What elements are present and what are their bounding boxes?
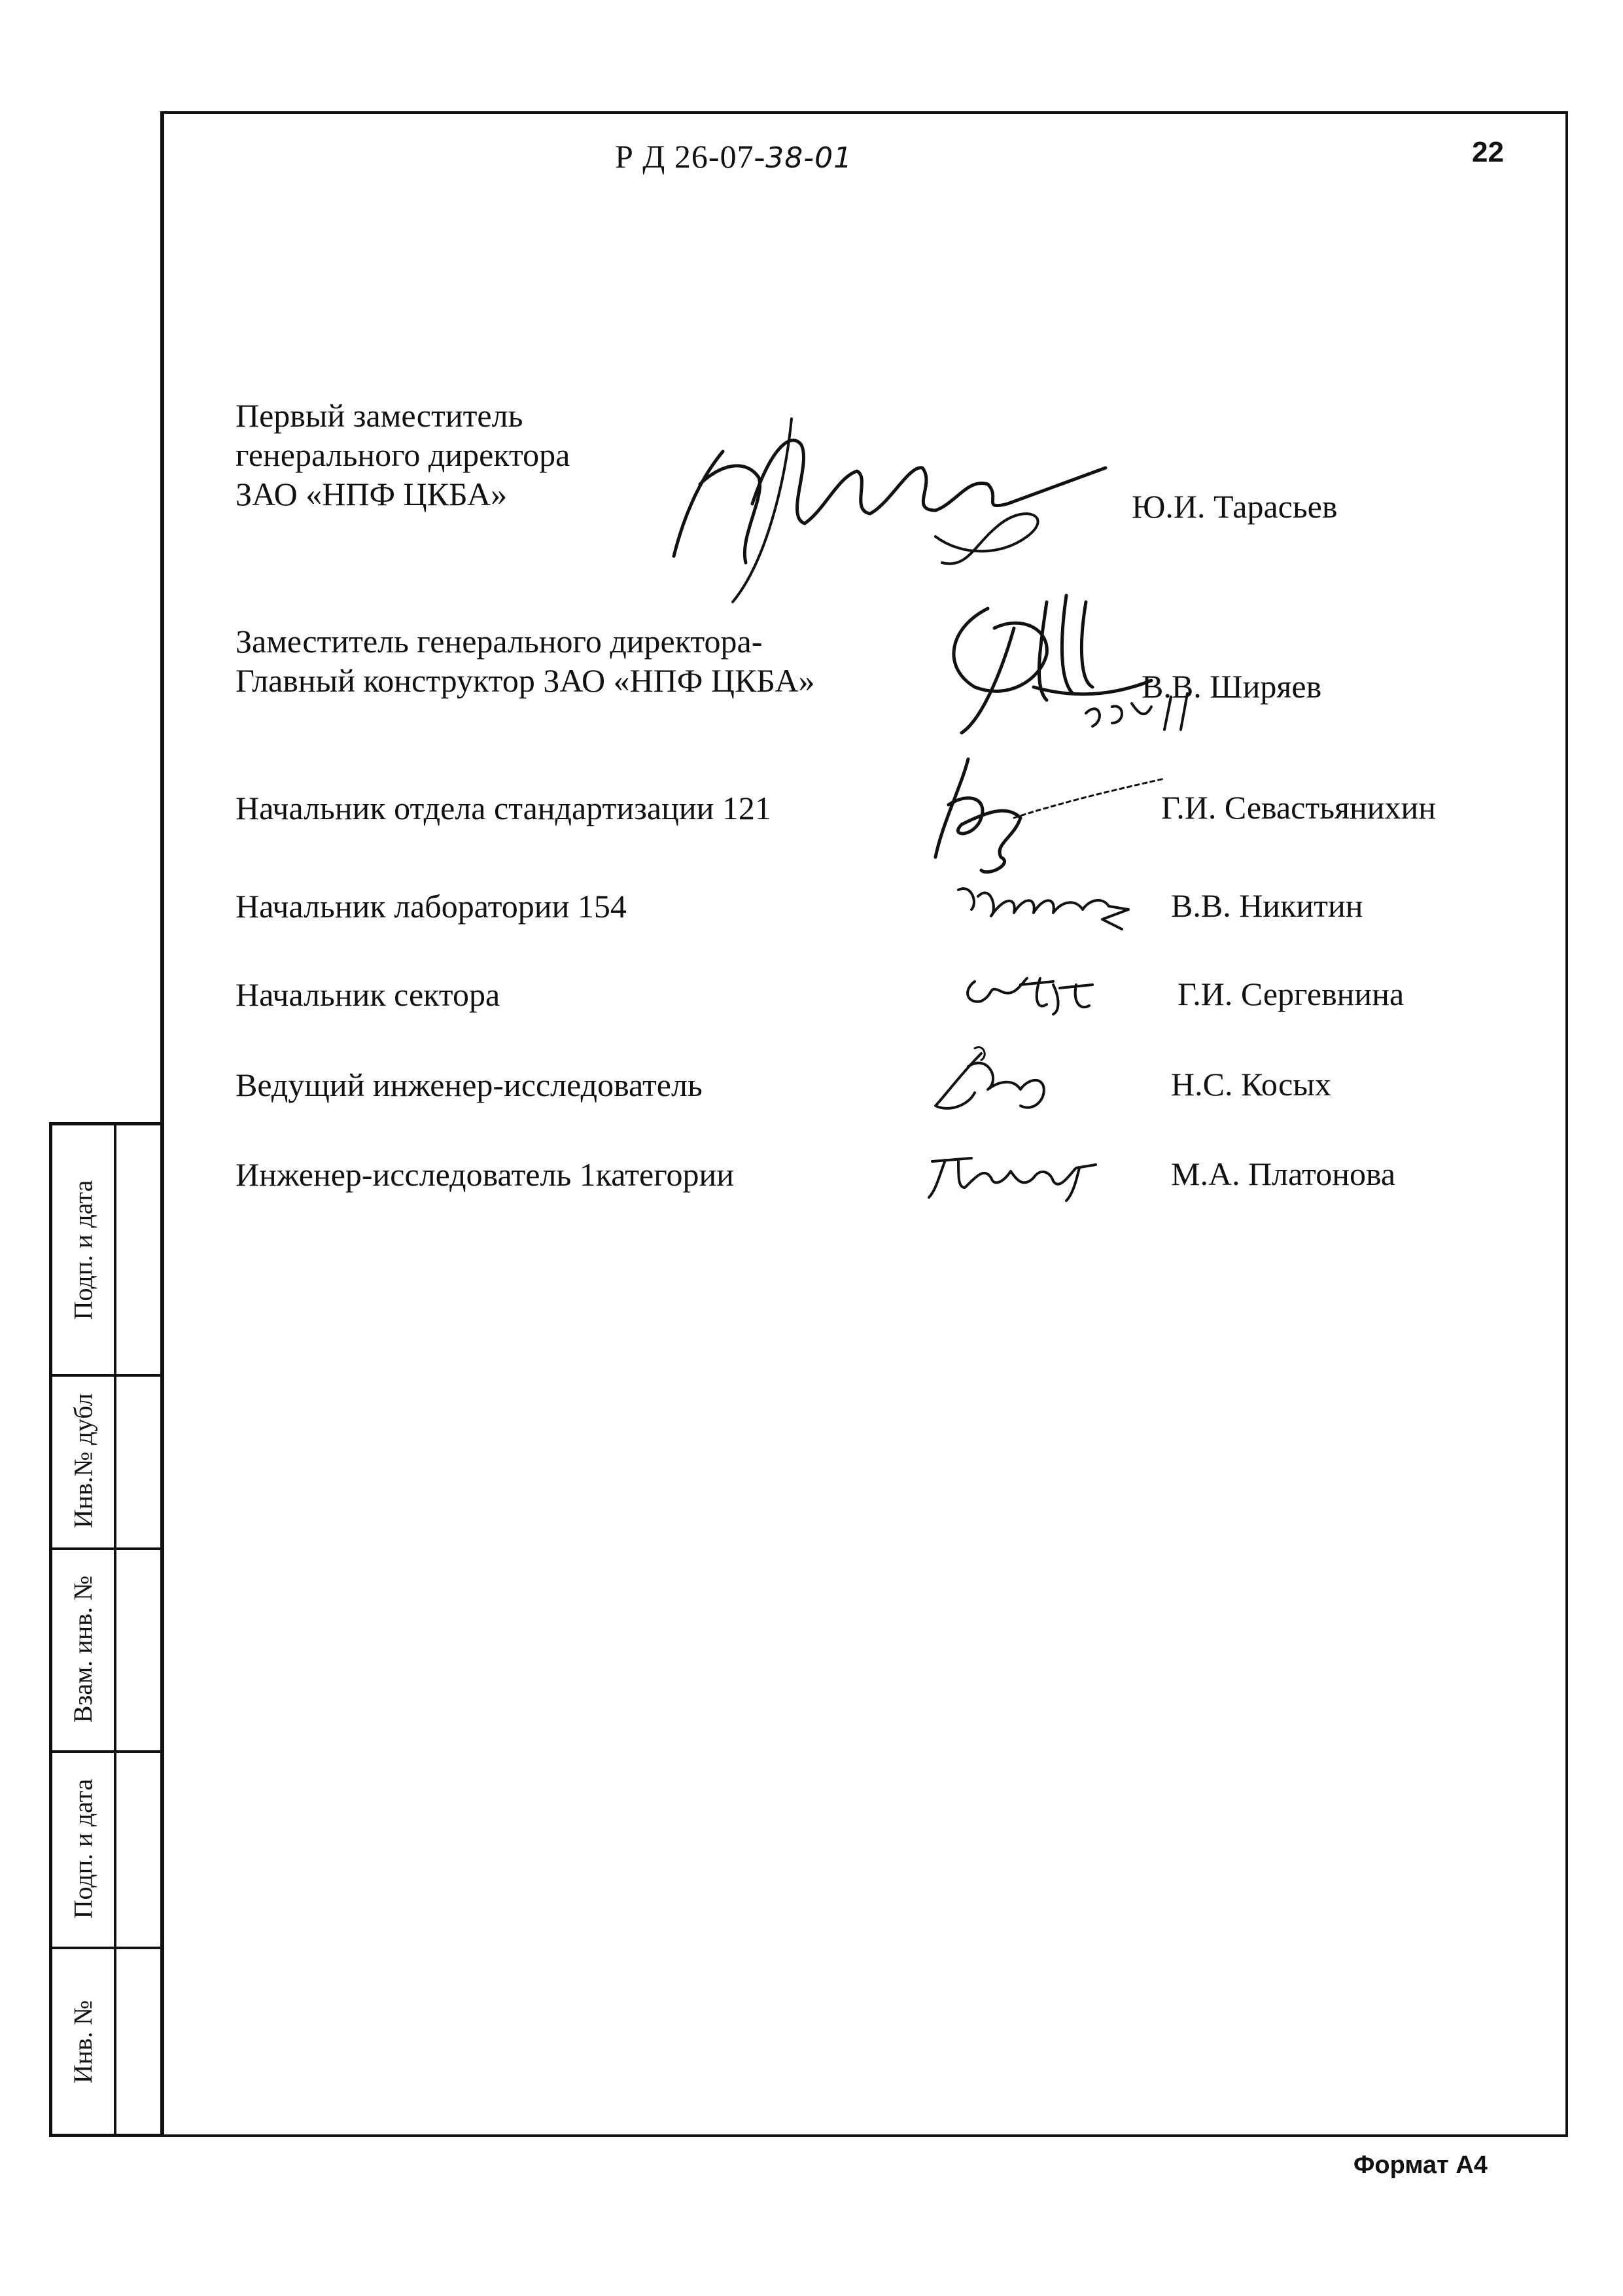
signatory-7-name: М.А. Платонова xyxy=(1171,1156,1396,1192)
signatory-7-position xyxy=(236,1155,734,1194)
position-line: Первый заместитель xyxy=(236,397,523,434)
signature-platonova xyxy=(919,1142,1128,1207)
stamp-strip xyxy=(49,1122,164,2137)
signatory-4-position xyxy=(236,887,627,926)
position-line: ЗАО «НПФ ЦКБА» xyxy=(236,476,508,512)
strip-cell-dup-inv xyxy=(52,1374,114,1547)
signature-sergevnina xyxy=(955,965,1125,1024)
signatory-6-position xyxy=(236,1065,703,1104)
document-code-handwritten: 38-01 xyxy=(765,141,853,175)
position-line: генерального директора xyxy=(236,436,570,473)
strip-cell-inv-no xyxy=(52,1947,114,2136)
strip-divider xyxy=(114,1125,116,2134)
strip-cell-label: Инв. № xyxy=(68,2000,98,2083)
strip-cell-label: Взам. инв. № xyxy=(68,1575,98,1723)
position-line: Заместитель генерального директора- xyxy=(236,623,763,660)
strip-cell-label: Подп. и дата xyxy=(68,1778,98,1918)
signatory-6-name: Н.С. Косых xyxy=(1171,1066,1331,1103)
format-label: Формат А4 xyxy=(1353,2151,1488,2179)
position-line: Начальник лаборатории 154 xyxy=(236,888,627,925)
signatory-5-name: Г.И. Сергевнина xyxy=(1178,976,1405,1012)
signatory-3-name: Г.И. Севастьянихин xyxy=(1161,789,1437,826)
signatory-1-name: Ю.И. Тарасьев xyxy=(1132,488,1338,525)
signature-tarasyev xyxy=(661,406,1119,615)
signatory-2-position xyxy=(236,622,814,700)
document-code xyxy=(615,137,852,175)
signature-kosykh xyxy=(922,1040,1079,1119)
signatory-5-position xyxy=(236,975,500,1014)
position-line: Инженер-исследователь 1категории xyxy=(236,1156,735,1193)
signatory-1-position xyxy=(236,396,570,514)
page-number: 22 xyxy=(1472,136,1504,168)
position-line: Главный конструктор ЗАО «НПФ ЦКБА» xyxy=(236,662,815,699)
document-code-printed: Р Д 26-07- xyxy=(615,138,766,175)
signature-sevastyanikhin xyxy=(922,746,1171,877)
position-line: Начальник отдела стандартизации 121 xyxy=(236,790,771,826)
strip-cell-label: Подп. и дата xyxy=(68,1180,98,1320)
strip-cell-sign-date-2 xyxy=(52,1750,114,1947)
position-line: Ведущий инженер-исследователь xyxy=(236,1067,703,1103)
signature-nikitin xyxy=(952,870,1142,942)
signatory-4-name: В.В. Никитин xyxy=(1171,887,1363,924)
signatory-2-name: В.В. Ширяев xyxy=(1142,668,1322,705)
strip-cell-sign-date xyxy=(52,1125,114,1374)
strip-cell-label: Инв.№ дубл xyxy=(68,1393,98,1528)
strip-cell-replace-inv xyxy=(52,1547,114,1750)
signatory-3-position xyxy=(236,788,771,828)
position-line: Начальник сектора xyxy=(236,976,500,1013)
